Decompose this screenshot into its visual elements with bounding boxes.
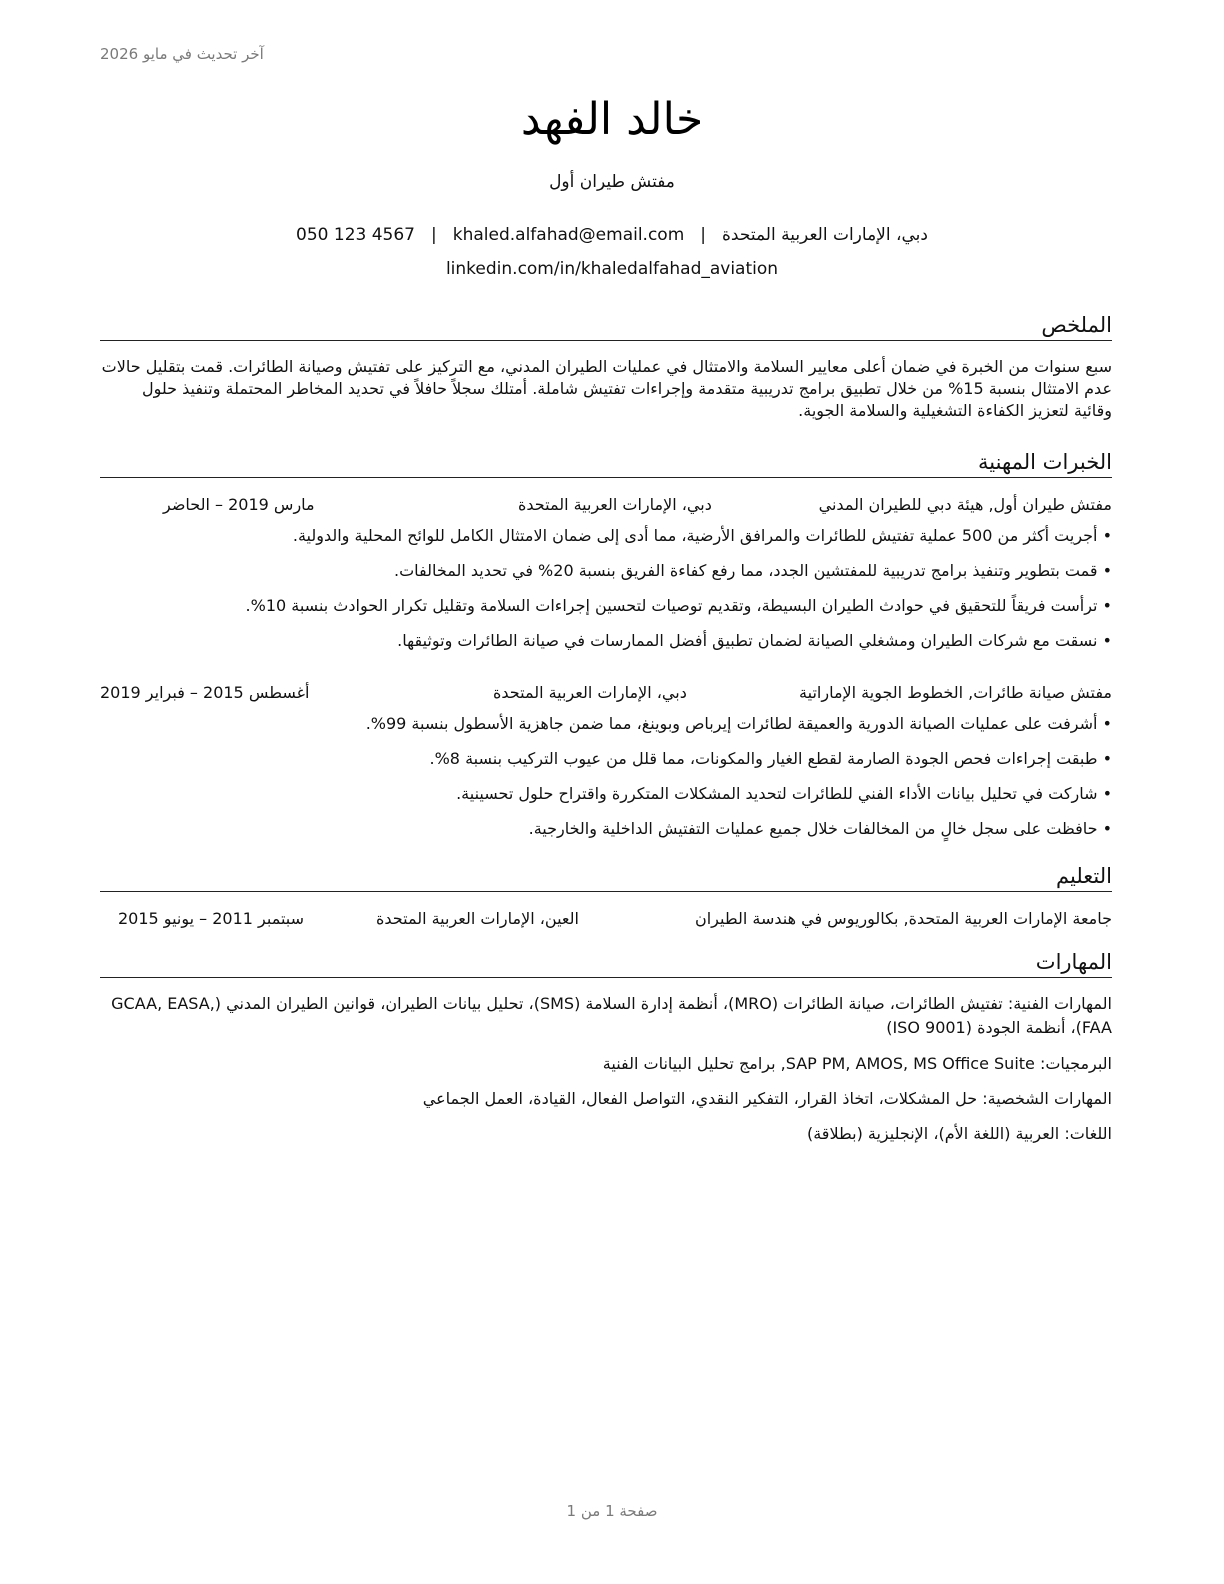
job-role-org: مفتش صيانة طائرات, الخطوط الجوية الإماراتية (799, 683, 1112, 702)
last-updated: آخر تحديث في مايو 2026 (100, 45, 264, 63)
job-bullet: • أجريت أكثر من 500 عملية تفتيش للطائرات والمرافق الأرضية، مما أدى إلى ضمان الامتثال الكامل للوائح المحلية والدولية. (292, 526, 1112, 545)
job-dates: مارس 2019 – الحاضر (163, 495, 315, 514)
job-bullet: • قمت بتطوير وتنفيذ برامج تدريبية للمفتشين الجدد، مما رفع كفاءة الفريق بنسبة 20% في تحديد المخالفات. (394, 561, 1112, 580)
contact-email[interactable]: khaled.alfahad@email.com (452, 225, 685, 245)
skills-heading: المهارات (100, 948, 1112, 978)
contact-separator: | (431, 225, 437, 245)
job-header (100, 492, 1112, 518)
skills-soft: المهارات الشخصية: حل المشكلات، اتخاذ القرار، التفكير النقدي، التواصل الفعال، القيادة، العمل الجماعي (422, 1089, 1112, 1108)
job-bullet: • حافظت على سجل خالٍ من المخالفات خلال جميع عمليات التفتيش الداخلية والخارجية. (528, 819, 1112, 838)
job-bullet: • نسقت مع شركات الطيران ومشغلي الصيانة لضمان تطبيق أفضل الممارسات في صيانة الطائرات وتوثيقها. (397, 631, 1112, 650)
job-bullet: • طبقت إجراءات فحص الجودة الصارمة لقطع الغيار والمكونات، مما قلل من عيوب التركيب بنسبة 8%. (429, 749, 1112, 768)
education-degree: جامعة الإمارات العربية المتحدة, بكالوريوس في هندسة الطيران (694, 909, 1112, 928)
job-location: دبي، الإمارات العربية المتحدة (493, 683, 687, 702)
contact-separator: | (700, 225, 707, 245)
job-bullet: • شاركت في تحليل بيانات الأداء الفني للطائرات لتحديد المشكلات المتكررة واقتراح حلول تحسينية. (456, 784, 1112, 803)
summary-heading: الملخص (100, 311, 1112, 341)
education-heading: التعليم (100, 862, 1112, 892)
candidate-name: خالد الفهد (520, 94, 704, 145)
linkedin-link[interactable]: linkedin.com/in/khaledalfahad_aviation (445, 259, 779, 279)
skills-languages: اللغات: العربية (اللغة الأم)، الإنجليزية (بطلاقة) (806, 1124, 1112, 1143)
summary-text: سبع سنوات من الخبرة في ضمان أعلى معايير السلامة والامتثال في عمليات الطيران المدني، مع التركيز على تفتيش وصيانة الطائرات. قمت بتقليل حالات عدم الامتثال بنسبة 15% من خلال تطبيق برامج تدريبية متقدمة وإجراءات تفتيش شاملة. أمتلك سجلاً حافلاً في تحديد المخاطر المحتملة وتنفيذ حلول وقائية لتعزيز الكفاءة التشغيلية والسلامة الجوية. (101, 357, 1112, 420)
job-role-org: مفتش طيران أول, هيئة دبي للطيران المدني (818, 495, 1112, 514)
job-location: دبي، الإمارات العربية المتحدة (518, 495, 712, 514)
candidate-title: مفتش طيران أول (549, 172, 675, 192)
education-entry (100, 906, 1112, 932)
job-bullet: • ترأست فريقاً للتحقيق في حوادث الطيران البسيطة، وتقديم توصيات لتحسين إجراءات السلامة وتقليل تكرار الحوادث بنسبة 10%. (245, 596, 1112, 615)
education-dates: سبتمبر 2011 – يونيو 2015 (118, 909, 305, 928)
job-bullet: • أشرفت على عمليات الصيانة الدورية والعميقة لطائرات إيرباص وبوينغ، مما ضمن جاهزية الأسطول بنسبة 99%. (365, 714, 1112, 733)
skills-technical: المهارات الفنية: تفتيش الطائرات، صيانة الطائرات (MRO)، أنظمة إدارة السلامة (SMS)، تحليل بيانات الطيران، قوانين الطيران المدني (GCAA, EASA, FAA)، أنظمة الجودة (ISO 9001) (111, 994, 1112, 1037)
contact-phone: 050 123 4567 (296, 225, 415, 245)
skills-software: البرمجيات: SAP PM, AMOS, MS Office Suite, برامج تحليل البيانات الفنية (602, 1054, 1112, 1073)
job-header (100, 680, 1112, 706)
job-dates: أغسطس 2015 – فبراير 2019 (100, 683, 310, 702)
contact-location: دبي، الإمارات العربية المتحدة (722, 225, 928, 245)
contact-line (0, 222, 1224, 248)
experience-heading: الخبرات المهنية (100, 448, 1112, 478)
education-location: العين، الإمارات العربية المتحدة (376, 909, 579, 928)
page-number: صفحة 1 من 1 (566, 1502, 658, 1520)
